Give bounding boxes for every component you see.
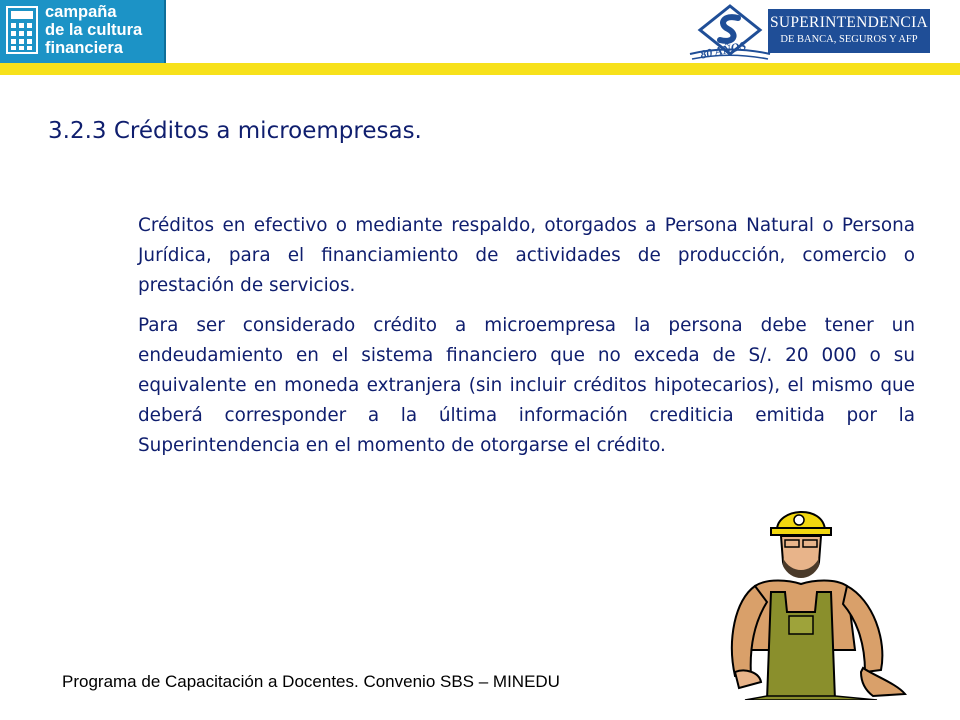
miner-worker-icon (705, 500, 915, 700)
footer-text: Programa de Capacitación a Docentes. Convenio SBS – MINEDU (62, 672, 560, 691)
slide-body (138, 211, 915, 471)
slide-title: 3.2.3 Créditos a microempresas. (48, 118, 422, 144)
campaign-line: campaña (45, 3, 117, 21)
campaign-line: financiera (45, 39, 123, 57)
body-paragraph: Créditos en efectivo o mediante respaldo, otorgados a Persona Natural o Persona Jurídica, para el financiamiento de actividades de producción, comercio o prestación de servicios. (138, 215, 915, 296)
campaign-title (45, 3, 142, 57)
calculator-icon (6, 6, 38, 54)
anniversary-label: 80 AÑOS (698, 38, 748, 62)
header-rule (166, 63, 960, 75)
sbs-name-box (768, 9, 930, 53)
body-paragraph: Para ser considerado crédito a microempresa la persona debe tener un endeudamiento en el sistema financiero que no exceda de S/. 20 000 o su equivalente en moneda extranjera (sin incluir créditos hipotecarios), el mismo que deberá corresponder a la última información crediticia emitida por la Superintendencia en el momento de otorgarse el crédito. (138, 315, 915, 456)
campaign-logo (0, 0, 166, 63)
sbs-subtitle: DE BANCA, SEGUROS Y AFP (780, 34, 918, 45)
sbs-name: SUPERINTENDENCIA (769, 14, 929, 31)
header-rule-left (0, 63, 166, 75)
campaign-line: de la cultura (45, 21, 143, 39)
